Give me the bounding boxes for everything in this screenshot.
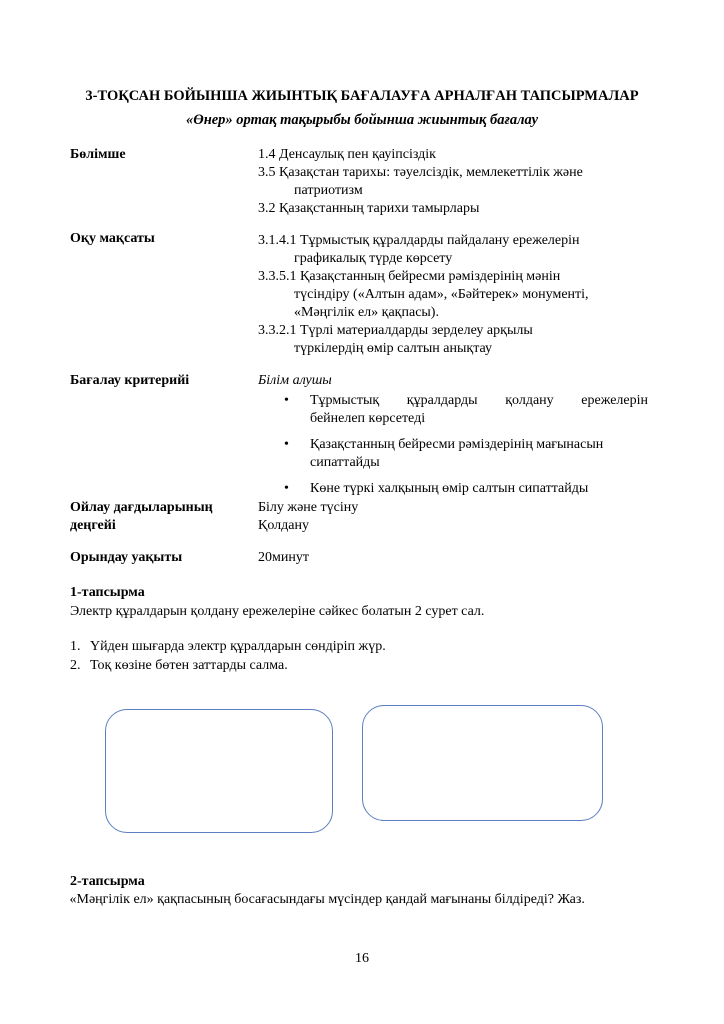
section-label: Бөлімше: [70, 147, 126, 162]
objective-line: түсіндіру («Алтын адам», «Бәйтерек» монументі,: [294, 287, 589, 302]
criteria-item: • Көне түркі халқының өмір салтын сипаттайды: [284, 481, 589, 496]
thinking-values: Білу және түсіну Қолдану: [258, 500, 359, 533]
criteria-intro: Білім алушы: [258, 373, 332, 388]
objectives-values: [258, 232, 589, 358]
drawing-box-1[interactable]: [105, 709, 333, 833]
task2-heading: 2-тапсырма: [70, 874, 145, 889]
time-value: 20минут: [258, 550, 309, 565]
objective-line: 3.3.5.1 Қазақстанның бейресми рәміздерінің мәнін: [258, 269, 561, 284]
task1-text: Электр құралдарын қолдану ережелеріне сәйкес болатын 2 сурет сал.: [70, 604, 485, 619]
section-line: 3.2 Қазақстанның тарихи тамырлары: [258, 201, 480, 216]
section-values: [258, 146, 583, 218]
task1-item: 1. Үйден шығарда электр құралдарын сөндіріп жүр.: [70, 639, 386, 654]
time-label: Орындау уақыты: [70, 550, 183, 565]
objective-line: түркілердің өмір салтын анықтау: [294, 341, 493, 356]
objective-line: 3.1.4.1 Тұрмыстық құралдарды пайдалану ережелерін: [258, 233, 580, 248]
drawing-box-2[interactable]: [362, 705, 603, 821]
criteria-list: [282, 392, 648, 506]
objective-line: графикалық түрде көрсету: [294, 251, 453, 266]
section-line: 1.4 Денсаулық пен қауіпсіздік: [258, 147, 436, 162]
bullet-icon: •: [284, 437, 289, 452]
criteria-label: Бағалау критерийі: [70, 373, 190, 388]
objective-line: 3.3.2.1 Түрлі материалдарды зерделеу арқылы: [258, 323, 533, 338]
task1-list: [70, 637, 386, 675]
page-title: 3-ТОҚСАН БОЙЫНША ЖИЫНТЫҚ БАҒАЛАУҒА АРНАЛҒАН ТАПСЫРМАЛАР: [85, 88, 639, 104]
page-number: 16: [355, 951, 369, 966]
bullet-icon: •: [284, 481, 289, 496]
objective-line: «Мәңгілік ел» қақпасы).: [294, 305, 439, 320]
criteria-item: • Қазақстанның бейресми рәміздерінің мағынасын сипаттайды: [284, 437, 604, 470]
section-line: 3.5 Қазақстан тарихы: тәуелсіздік, мемлекеттілік және: [258, 165, 583, 180]
thinking-label: Ойлау дағдыларының деңгейі: [70, 500, 213, 533]
objectives-label: Оқу мақсаты: [70, 231, 155, 246]
page-subtitle: «Өнер» ортақ тақырыбы бойынша жиынтық бағалау: [185, 112, 539, 128]
criteria-item: • Тұрмыстық құралдарды қолдану ережелерін бейнелеп көрсетеді: [284, 393, 648, 426]
section-line: патриотизм: [294, 183, 363, 198]
bullet-icon: •: [284, 393, 289, 408]
task2-text: «Мәңгілік ел» қақпасының босағасындағы мүсіндер қандай мағынаны білдіреді? Жаз.: [66, 892, 585, 907]
task1-item: 2. Тоқ көзіне бөтен заттарды салма.: [70, 658, 288, 673]
task1-heading: 1-тапсырма: [70, 585, 145, 600]
